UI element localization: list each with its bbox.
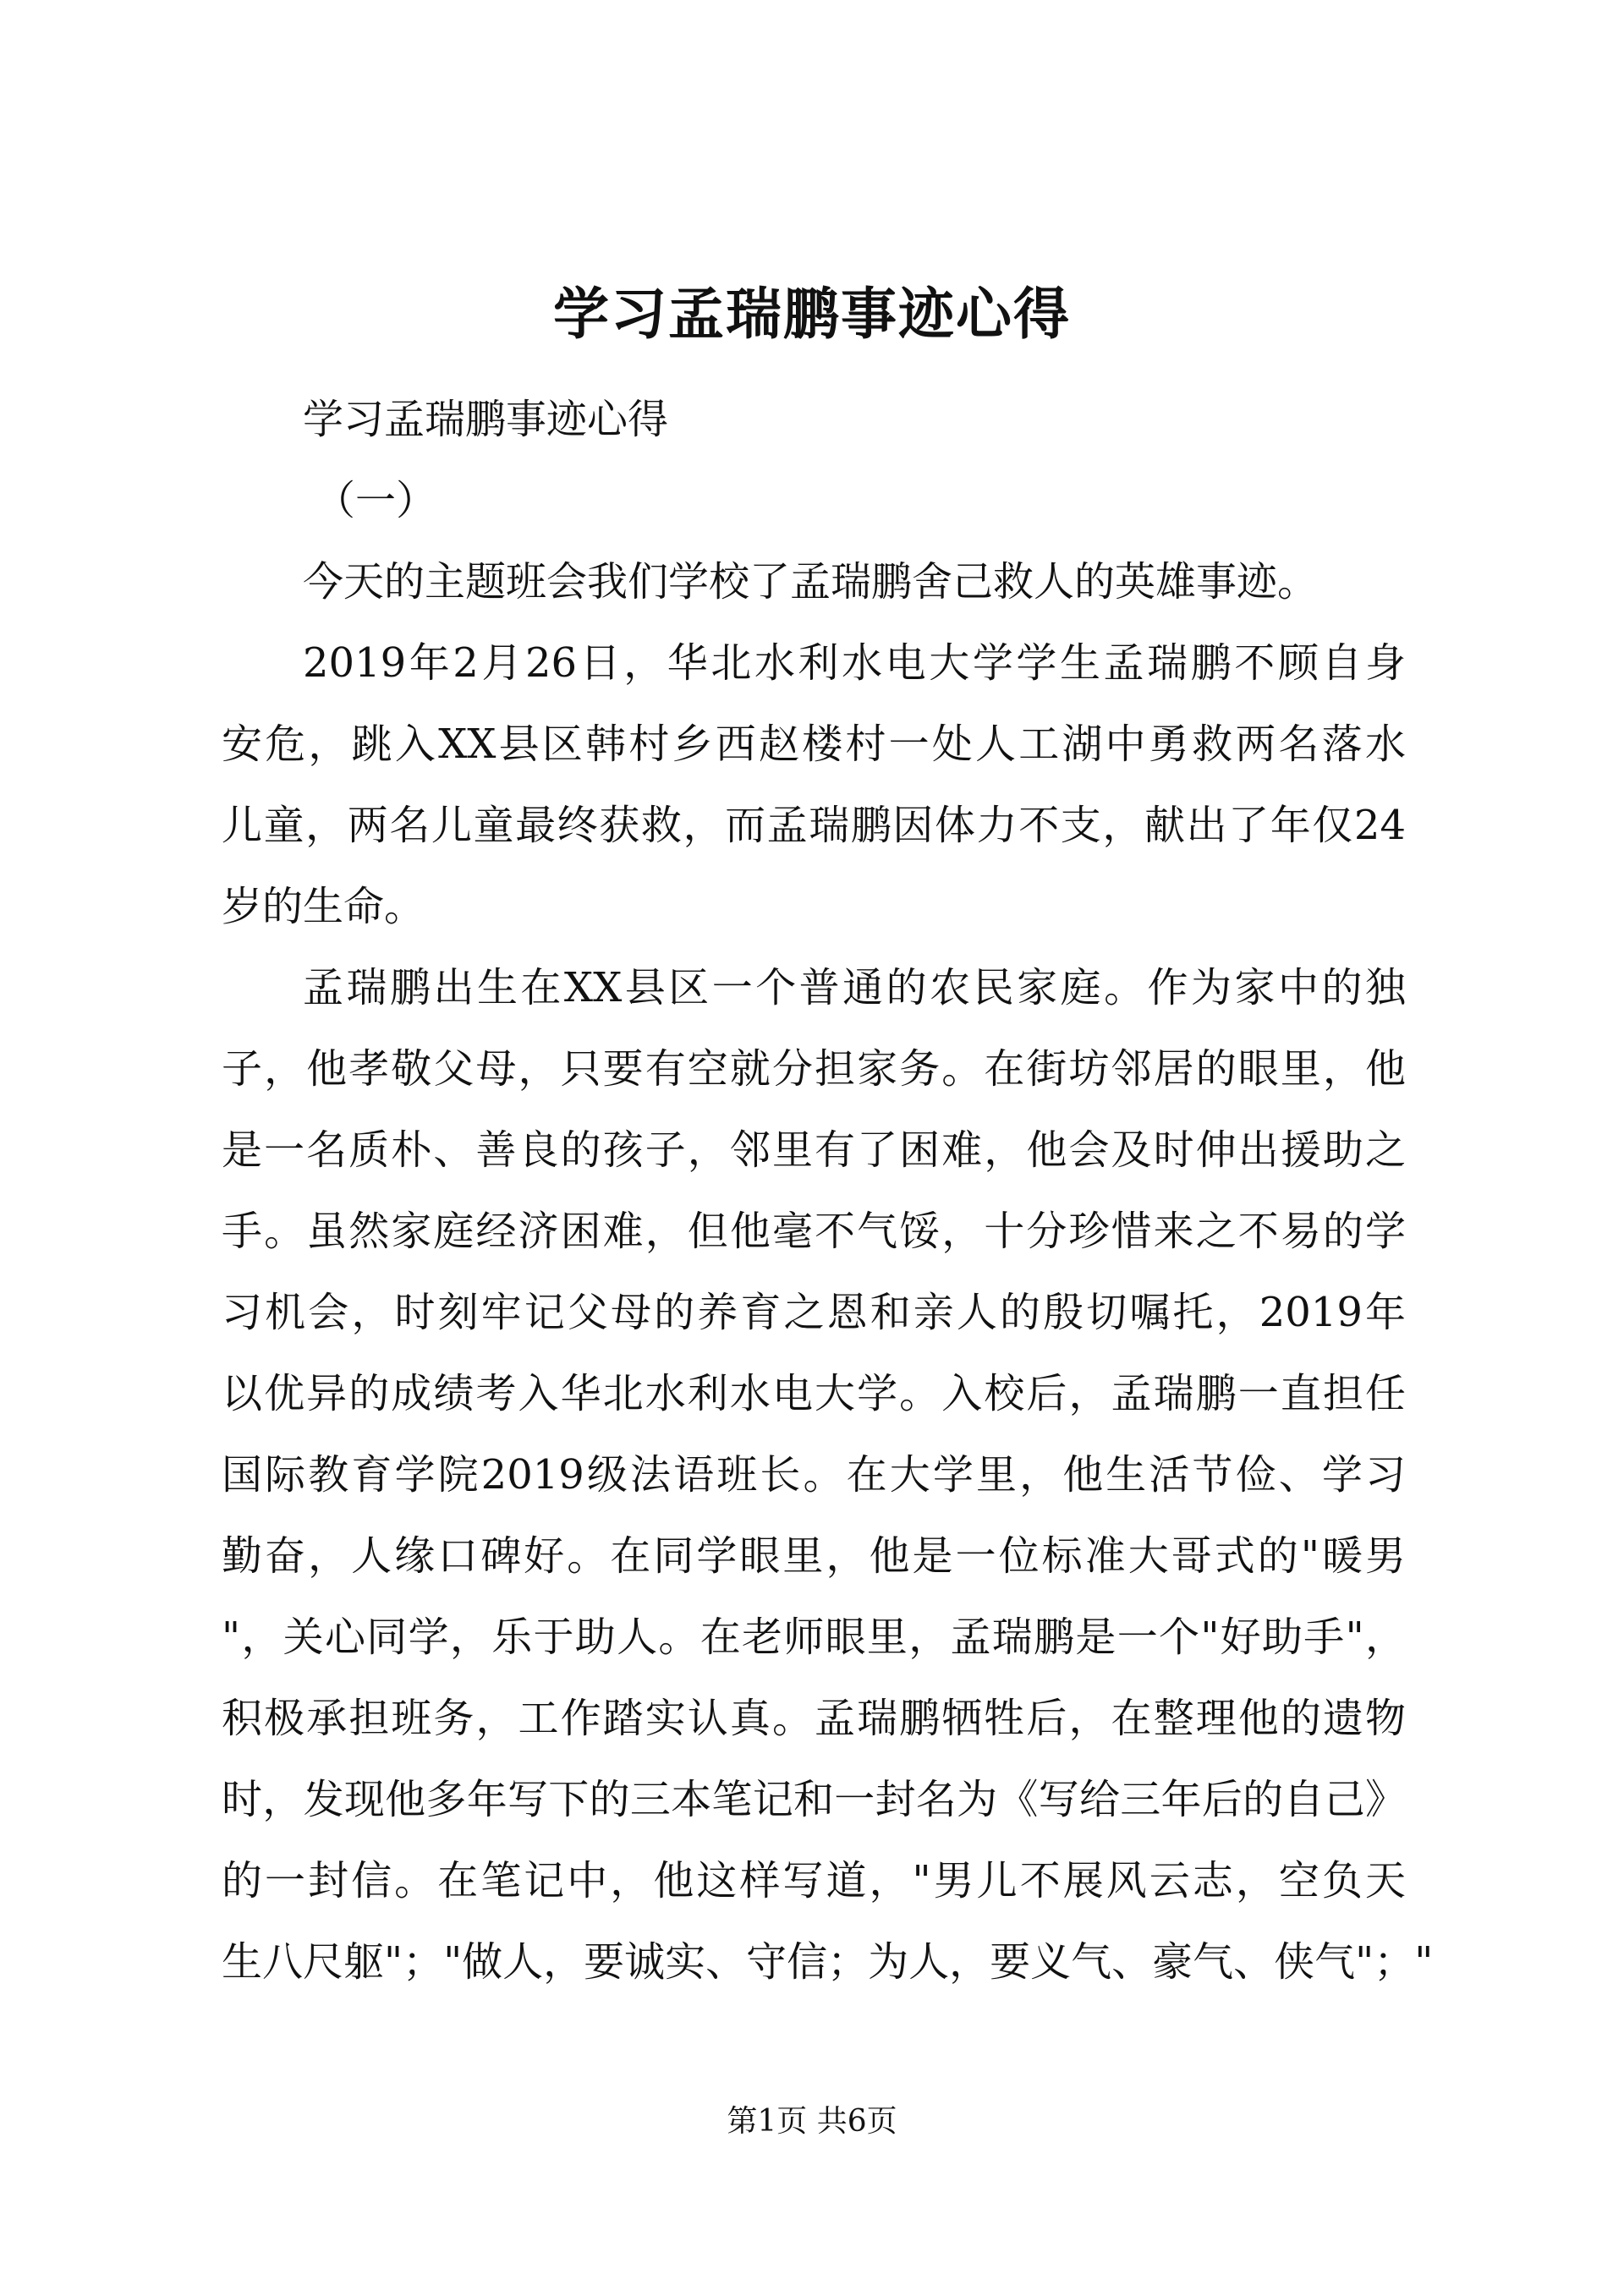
paragraph-line: 手。虽然家庭经济困难，但他毫不气馁，十分珍惜来之不易的学 [222, 1208, 1406, 1255]
paragraph-line: 孟瑞鹏出生在XX县区一个普通的农民家庭。作为家中的独 [303, 964, 1406, 1011]
paragraph-line: 岁的生命。 [222, 883, 425, 930]
document-title: 学习孟瑞鹏事迹心得 [553, 281, 1071, 347]
paragraph-line: 以优异的成绩考入华北水利水电大学。入校后，孟瑞鹏一直担任 [222, 1370, 1406, 1417]
paragraph-line: 国际教育学院2019级法语班长。在大学里，他生活节俭、学习 [222, 1451, 1406, 1499]
section-number: （一） [315, 477, 437, 524]
paragraph-line: 安危，跳入XX县区韩村乡西赵楼村一处人工湖中勇救两名落水 [222, 721, 1406, 768]
paragraph-line: 勤奋，人缘口碑好。在同学眼里，他是一位标准大哥式的"暖男 [222, 1532, 1406, 1580]
paragraph-line: 子，他孝敬父母，只要有空就分担家务。在街坊邻居的眼里，他 [222, 1045, 1406, 1093]
paragraph-line: 生八尺躯"；"做人，要诚实、守信；为人，要义气、豪气、侠气"；" [222, 1938, 1434, 1986]
subtitle-line: 学习孟瑞鹏事迹心得 [303, 396, 669, 443]
paragraph-line: 积极承担班务，工作踏实认真。孟瑞鹏牺牲后，在整理他的遗物 [222, 1695, 1406, 1742]
paragraph-line: 2019年2月26日，华北水利水电大学学生孟瑞鹏不顾自身 [303, 639, 1406, 687]
paragraph-line: 今天的主题班会我们学校了孟瑞鹏舍己救人的英雄事迹。 [303, 558, 1319, 606]
page-indicator: 第1页 共6页 [727, 2104, 897, 2139]
paragraph-line: 儿童，两名儿童最终获救，而孟瑞鹏因体力不支，献出了年仅24 [222, 802, 1406, 849]
paragraph-line: 习机会，时刻牢记父母的养育之恩和亲人的殷切嘱托，2019年 [222, 1289, 1406, 1336]
paragraph-line: 时，发现他多年写下的三本笔记和一封名为《写给三年后的自己》 [222, 1776, 1406, 1823]
paragraph-line: 的一封信。在笔记中，他这样写道，"男儿不展风云志，空负天 [222, 1857, 1406, 1904]
paragraph-line: 是一名质朴、善良的孩子，邻里有了困难，他会及时伸出援助之 [222, 1126, 1406, 1174]
paragraph-line: "，关心同学，乐于助人。在老师眼里，孟瑞鹏是一个"好助手"， [222, 1614, 1406, 1661]
